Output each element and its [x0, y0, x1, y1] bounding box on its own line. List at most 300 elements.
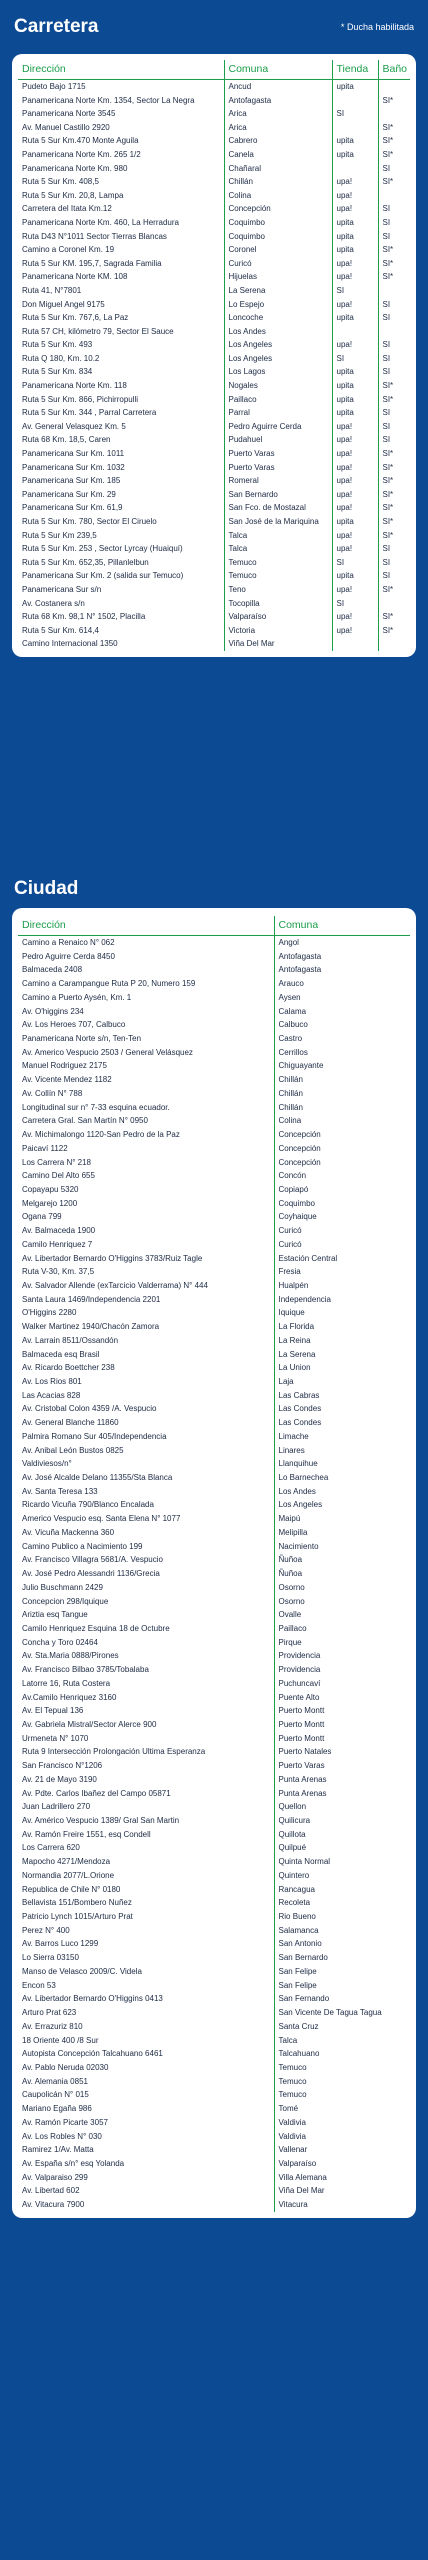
table-row [18, 1883, 410, 1897]
direccion-cell: Av. Libertad 602 [22, 2186, 80, 2196]
comuna-cell: Puente Alto [274, 1691, 410, 1705]
table-row [18, 1183, 410, 1197]
comuna-cell: Cabrero [224, 134, 332, 148]
table-row [18, 1841, 410, 1855]
comuna-cell: San Felipe [274, 1979, 410, 1993]
comuna-cell: La Serena [224, 284, 332, 298]
comuna-cell: Arica [224, 121, 332, 135]
tienda-cell: upa! [332, 189, 378, 203]
tienda-cell: upa! [332, 433, 378, 447]
table-row [18, 1691, 410, 1705]
bano-cell: SI [378, 433, 410, 447]
bano-cell: SI* [378, 134, 410, 148]
table-row [18, 189, 410, 203]
table-row [18, 1759, 410, 1773]
table-row [18, 230, 410, 244]
comuna-cell: Ancud [224, 80, 332, 94]
direccion-cell: Caupolicán N° 015 [22, 2090, 89, 2100]
direccion-cell: Lo Sierra 03150 [22, 1953, 79, 1963]
direccion-cell: Av. Libertador Bernardo O'Higgins 0413 [22, 1994, 163, 2004]
comuna-cell: Puerto Montt [274, 1704, 410, 1718]
comuna-cell: Quillota [274, 1828, 410, 1842]
shower-note-text: Ducha habilitada [346, 22, 414, 32]
comuna-cell: Canela [224, 148, 332, 162]
comuna-cell: Pudahuel [224, 433, 332, 447]
tienda-cell: upita [332, 216, 378, 230]
table-row [18, 1567, 410, 1581]
table-row [18, 624, 410, 638]
direccion-cell: Av. Salvador Allende (exTarcicio Valderrama) N° 444 [22, 1280, 208, 1290]
bano-cell: SI [378, 365, 410, 379]
comuna-cell: Laja [274, 1375, 410, 1389]
bano-cell: SI* [378, 488, 410, 502]
comuna-cell: Coyhaique [274, 1210, 410, 1224]
direccion-cell: Panamericana Sur s/n [22, 584, 102, 594]
table-row [18, 1306, 410, 1320]
direccion-cell: Av. Anibal León Bustos 0825 [22, 1445, 124, 1455]
direccion-cell: Av. Cristobal Colon 4359 /A. Vespucio [22, 1404, 157, 1414]
direccion-cell: Juan Ladrillero 270 [22, 1802, 91, 1812]
direccion-cell: Ruta 5 Sur Km. 408,5 [22, 177, 99, 187]
tienda-cell: upa! [332, 542, 378, 556]
comuna-cell: Puerto Montt [274, 1732, 410, 1746]
comuna-cell: Chañaral [224, 162, 332, 176]
direccion-cell: 18 Oriente 400 /8 Sur [22, 2035, 99, 2045]
direccion-cell: Panamericana Norte Km. 118 [22, 381, 127, 391]
direccion-cell: O'Higgins 2280 [22, 1308, 77, 1318]
table-row [18, 270, 410, 284]
table-row [18, 1498, 410, 1512]
direccion-cell: Av. Francisco Bilbao 3785/Tobalaba [22, 1665, 149, 1675]
direccion-cell: Av. Valparaiso 299 [22, 2172, 88, 2182]
comuna-cell: Temuco [274, 2088, 410, 2102]
table-row [18, 1855, 410, 1869]
comuna-cell: Antofagasta [274, 963, 410, 977]
direccion-cell: Av. Ricardo Boettcher 238 [22, 1363, 115, 1373]
comuna-cell: Talca [224, 542, 332, 556]
table-row [18, 148, 410, 162]
table-row [18, 474, 410, 488]
table-row [18, 1485, 410, 1499]
direccion-cell: Camino a Puerto Aysén, Km. 1 [22, 992, 132, 1002]
direccion-cell: Camilo Henriquez Esquina 18 de Octubre [22, 1623, 170, 1633]
direccion-cell: Av. Ramón Picarte 3057 [22, 2117, 108, 2127]
table-row [18, 162, 410, 176]
direccion-cell: Longitudinal sur n° 7-33 esquina ecuador. [22, 1102, 170, 1112]
comuna-cell: Puerto Varas [274, 1759, 410, 1773]
comuna-cell: Los Lagos [224, 365, 332, 379]
direccion-cell: Republica de Chile N° 0180 [22, 1884, 121, 1894]
direccion-cell: Av. Ramón Freire 1551, esq Condell [22, 1829, 151, 1839]
direccion-cell: Ramirez 1/Av. Matta [22, 2145, 94, 2155]
comuna-cell: Colina [274, 1114, 410, 1128]
ciudad-card [12, 908, 416, 2218]
table-row [18, 2130, 410, 2144]
table-row [18, 1471, 410, 1485]
direccion-cell: Av.Camilo Henriquez 3160 [22, 1692, 117, 1702]
comuna-cell: Curicó [274, 1224, 410, 1238]
direccion-cell: Av. Américo Vespucio 1389/ Gral San Martin [22, 1816, 180, 1825]
comuna-cell: Independencia [274, 1293, 410, 1307]
table-row [18, 1595, 410, 1609]
direccion-cell: Av. O'higgins 234 [22, 1006, 84, 1016]
bano-cell: SI* [378, 393, 410, 407]
table-row [18, 1210, 410, 1224]
tienda-cell: upa! [332, 583, 378, 597]
direccion-cell: Palmira Romano Sur 405/Independencia [22, 1431, 167, 1441]
table-row [18, 1718, 410, 1732]
table-row [18, 2184, 410, 2198]
direccion-cell: Patricio Lynch 1015/Arturo Prat [22, 1912, 133, 1922]
direccion-cell: Ruta V-30, Km. 37,5 [22, 1267, 95, 1277]
tienda-cell: upita [332, 393, 378, 407]
table-row [18, 1444, 410, 1458]
tienda-cell: upita [332, 515, 378, 529]
bano-cell [378, 284, 410, 298]
direccion-cell: Panamericana Sur Km. 61,9 [22, 503, 123, 513]
table-row [18, 1457, 410, 1471]
tienda-cell: upita [332, 80, 378, 94]
comuna-cell: Arica [224, 107, 332, 121]
comuna-cell: Iquique [274, 1306, 410, 1320]
bano-cell: SI* [378, 270, 410, 284]
direccion-cell: Camino Publico a Nacimiento 199 [22, 1541, 143, 1551]
bano-cell [378, 637, 410, 651]
shower-note [341, 22, 414, 32]
direccion-cell: Ruta 5 Sur Km. 652,35, Pillanlelbun [22, 557, 149, 567]
comuna-cell: Coquimbo [274, 1197, 410, 1211]
bano-cell: SI* [378, 257, 410, 271]
direccion-cell: Bellavista 151/Bombero Nuñez [22, 1898, 132, 1908]
ciudad-title: Ciudad [14, 878, 79, 899]
direccion-cell: Camino a Renaico N° 062 [22, 938, 115, 947]
tienda-cell: upa! [332, 488, 378, 502]
table-row [18, 243, 410, 257]
bano-cell: SI* [378, 583, 410, 597]
comuna-cell: Fresia [274, 1265, 410, 1279]
table-row [18, 202, 410, 216]
tienda-cell: upa! [332, 447, 378, 461]
table-row [18, 977, 410, 991]
comuna-cell: Los Andes [224, 325, 332, 339]
tienda-cell: SI [332, 597, 378, 611]
direccion-cell: Av. Gabriela Mistral/Sector Alerce 900 [22, 1719, 157, 1729]
table-row [18, 610, 410, 624]
direccion-cell: Av. Collín N° 788 [22, 1088, 83, 1098]
bano-cell: SI [378, 162, 410, 176]
direccion-cell: Ricardo Vicuña 790/Blanco Encalada [22, 1500, 154, 1510]
comuna-cell: Temuco [224, 556, 332, 570]
direccion-cell: Panamericana Sur Km. 185 [22, 476, 121, 486]
table-row [18, 1800, 410, 1814]
table-row [18, 1787, 410, 1801]
direccion-cell: Latorre 16, Ruta Costera [22, 1678, 111, 1688]
comuna-cell: San Felipe [274, 1965, 410, 1979]
comuna-cell: Providencia [274, 1663, 410, 1677]
direccion-cell: Panamericana Norte Km. 460, La Herradura [22, 217, 179, 227]
comuna-cell: Viña Del Mar [274, 2184, 410, 2198]
tienda-cell: SI [332, 107, 378, 121]
bano-cell: SI* [378, 610, 410, 624]
comuna-cell: Temuco [274, 2061, 410, 2075]
comuna-cell: Limache [274, 1430, 410, 1444]
table-row [18, 1869, 410, 1883]
table-row [18, 134, 410, 148]
table-row [18, 1320, 410, 1334]
direccion-cell: Av. Pablo Neruda 02030 [22, 2062, 109, 2072]
comuna-cell: La Union [274, 1361, 410, 1375]
direccion-cell: Mapocho 4271/Mendoza [22, 1857, 111, 1867]
tienda-cell [332, 162, 378, 176]
comuna-cell: San Bernardo [274, 1951, 410, 1965]
table-row [18, 597, 410, 611]
direccion-cell: Carretera Gral. San Martín N° 0950 [22, 1116, 148, 1126]
table-row [18, 501, 410, 515]
comuna-cell: Concón [274, 1169, 410, 1183]
column-header-direccion: Dirección [18, 60, 224, 80]
bano-cell: SI [378, 420, 410, 434]
tienda-cell: SI [332, 352, 378, 366]
direccion-cell: Los Carrera 620 [22, 1843, 80, 1853]
comuna-cell: Loncoche [224, 311, 332, 325]
comuna-cell: Angol [274, 936, 410, 950]
direccion-cell: Av. España s/n° esq Yolanda [22, 2158, 125, 2168]
comuna-cell: San Vicente De Tagua Tagua [274, 2006, 410, 2020]
table-row [18, 298, 410, 312]
tienda-cell: upa! [332, 420, 378, 434]
table-row [18, 1114, 410, 1128]
table-row [18, 1704, 410, 1718]
tienda-cell [332, 94, 378, 108]
table-row [18, 1745, 410, 1759]
tienda-cell: upa! [332, 298, 378, 312]
direccion-cell: Ruta 5 Sur Km 239,5 [22, 530, 97, 540]
table-row [18, 1087, 410, 1101]
direccion-cell: Concepcion 298/Iquique [22, 1596, 109, 1606]
direccion-cell: Av. Larrain 8511/Ossandón [22, 1335, 119, 1345]
table-row [18, 1402, 410, 1416]
table-row [18, 1937, 410, 1951]
table-row [18, 1169, 410, 1183]
direccion-cell: Balmaceda esq Brasil [22, 1349, 100, 1359]
direccion-cell: Ruta 5 Sur Km. 834 [22, 367, 93, 377]
tienda-cell: upa! [332, 202, 378, 216]
table-row [18, 1142, 410, 1156]
direccion-cell: Ruta 5 Sur KM. 195,7, Sagrada Familia [22, 258, 162, 268]
comuna-cell: Pirque [274, 1636, 410, 1650]
comuna-cell: Chiguayante [274, 1059, 410, 1073]
table-row [18, 1348, 410, 1362]
bano-cell: SI* [378, 379, 410, 393]
direccion-cell: Ruta D43 N°1011 Sector Tierras Blancas [22, 231, 167, 241]
comuna-cell: Providencia [274, 1649, 410, 1663]
table-row [18, 1512, 410, 1526]
table-row [18, 393, 410, 407]
bano-cell [378, 107, 410, 121]
comuna-cell: Los Andes [274, 1485, 410, 1499]
comuna-cell: Tomé [274, 2102, 410, 2116]
table-row [18, 1375, 410, 1389]
comuna-cell: San Fernando [274, 1992, 410, 2006]
table-row [18, 529, 410, 543]
comuna-cell: Puerto Montt [274, 1718, 410, 1732]
bano-cell: SI [378, 406, 410, 420]
direccion-cell: Av. Francisco Villagra 5681/A. Vespucio [22, 1555, 163, 1565]
comuna-cell: Punta Arenas [274, 1787, 410, 1801]
direccion-cell: Ruta 5 Sur Km.470 Monte Aguila [22, 136, 139, 146]
direccion-cell: Av. Balmaceda 1900 [22, 1226, 96, 1236]
comuna-cell: San Bernardo [224, 488, 332, 502]
comuna-cell: Valdivia [274, 2130, 410, 2144]
table-row [18, 325, 410, 339]
direccion-cell: Panamericana Sur Km. 1032 [22, 462, 125, 472]
comuna-cell: Arauco [274, 977, 410, 991]
comuna-cell: Ovalle [274, 1608, 410, 1622]
comuna-cell: Hualpén [274, 1279, 410, 1293]
comuna-cell: Melipilla [274, 1526, 410, 1540]
direccion-cell: Av. Sta.Maria 0888/Pirones [22, 1651, 119, 1661]
carretera-section [0, 0, 428, 657]
comuna-cell: Quilpué [274, 1841, 410, 1855]
comuna-cell: Puerto Natales [274, 1745, 410, 1759]
direccion-cell: Ruta 57 CH, kilómetro 79, Sector El Sauce [22, 326, 174, 336]
comuna-cell: Cerrillos [274, 1046, 410, 1060]
comuna-cell: Los Angeles [224, 352, 332, 366]
tienda-cell: upa! [332, 175, 378, 189]
table-row [18, 1073, 410, 1087]
comuna-cell: Concepción [274, 1128, 410, 1142]
table-row [18, 1828, 410, 1842]
comuna-cell: Quintero [274, 1869, 410, 1883]
table-row [18, 1279, 410, 1293]
table-row [18, 963, 410, 977]
bano-cell: SI* [378, 461, 410, 475]
comuna-cell: Quellon [274, 1800, 410, 1814]
bano-cell: SI [378, 542, 410, 556]
table-row [18, 1608, 410, 1622]
table-row [18, 1965, 410, 1979]
comuna-cell: Osorno [274, 1595, 410, 1609]
table-row [18, 2075, 410, 2089]
comuna-cell: Las Cabras [274, 1389, 410, 1403]
direccion-cell: Camino Del Alto 655 [22, 1171, 95, 1181]
direccion-cell: San Francisco N°1206 [22, 1761, 103, 1771]
direccion-cell: Av. Alemania 0851 [22, 2076, 88, 2086]
direccion-cell: Av. Vicuña Mackenna 360 [22, 1527, 115, 1537]
comuna-cell: Talca [224, 529, 332, 543]
table-row [18, 80, 410, 94]
direccion-cell: Perez N° 400 [22, 1925, 70, 1935]
comuna-cell: Copiapó [274, 1183, 410, 1197]
table-row [18, 1636, 410, 1650]
direccion-cell: Av. Los Rios 801 [22, 1377, 82, 1386]
table-row [18, 1896, 410, 1910]
table-row [18, 2171, 410, 2185]
table-row [18, 284, 410, 298]
direccion-cell: Concha y Toro 02464 [22, 1637, 98, 1647]
tienda-cell: upita [332, 379, 378, 393]
table-row [18, 1018, 410, 1032]
bano-cell: SI* [378, 148, 410, 162]
table-row [18, 447, 410, 461]
direccion-cell: Av. Vitacura 7900 [22, 2200, 85, 2210]
comuna-cell: Chillán [274, 1101, 410, 1115]
direccion-cell: Av. Los Robles N° 030 [22, 2131, 102, 2141]
direccion-cell: Manso de Velasco 2009/C. Videla [22, 1966, 142, 1976]
comuna-cell: Puerto Varas [224, 461, 332, 475]
bano-cell: SI [378, 202, 410, 216]
direccion-cell: Av. Libertador Bernardo O'Higgins 3783/Ruiz Tagle [22, 1253, 203, 1263]
direccion-cell: Panamericana Norte s/n, Ten-Ten [22, 1034, 142, 1044]
bano-cell: SI* [378, 624, 410, 638]
direccion-cell: Ruta 9 Intersección Prolongación Ultima Esperanza [22, 1747, 206, 1757]
tienda-cell: upa! [332, 529, 378, 543]
table-row [18, 311, 410, 325]
comuna-cell: San Fco. de Mostazal [224, 501, 332, 515]
comuna-cell: Curicó [224, 257, 332, 271]
bano-cell: SI [378, 352, 410, 366]
comuna-cell: Puchuncaví [274, 1677, 410, 1691]
direccion-cell: Panamericana Norte Km. 980 [22, 163, 128, 173]
table-row [18, 175, 410, 189]
comuna-cell: Antofagasta [224, 94, 332, 108]
table-row [18, 488, 410, 502]
comuna-cell: Santa Cruz [274, 2020, 410, 2034]
table-row [18, 420, 410, 434]
direccion-cell: Ruta 5 Sur Km. 344 , Parral Carretera [22, 408, 157, 418]
column-header-tienda: Tienda [332, 60, 378, 80]
comuna-cell: Lo Barnechea [274, 1471, 410, 1485]
comuna-cell: Chillán [274, 1073, 410, 1087]
table-row [18, 1992, 410, 2006]
bano-cell: SI* [378, 474, 410, 488]
direccion-cell: Av. El Tepual 136 [22, 1706, 84, 1716]
table-row [18, 1293, 410, 1307]
direccion-cell: Av. Costanera s/n [22, 598, 85, 608]
tienda-cell: upita [332, 365, 378, 379]
comuna-cell: Salamanca [274, 1924, 410, 1938]
table-row [18, 461, 410, 475]
table-row [18, 1416, 410, 1430]
comuna-cell: La Reina [274, 1334, 410, 1348]
carretera-title: Carretera [14, 16, 99, 37]
direccion-cell: Ruta 68 Km. 98,1 N° 1502, Placilla [22, 612, 146, 622]
table-row [18, 556, 410, 570]
tienda-cell: upita [332, 406, 378, 420]
comuna-cell: Temuco [224, 569, 332, 583]
comuna-cell: Chillán [274, 1087, 410, 1101]
table-row [18, 1238, 410, 1252]
comuna-cell: Calama [274, 1005, 410, 1019]
carretera-rows [18, 80, 410, 651]
comuna-cell: Rancagua [274, 1883, 410, 1897]
direccion-cell: Pedro Aguirre Cerda 8450 [22, 951, 115, 961]
table-row [18, 433, 410, 447]
direccion-cell: Carretera del Itata Km.12 [22, 204, 112, 214]
direccion-cell: Av. José Alcalde Delano 11355/Sta Blanca [22, 1473, 173, 1483]
bano-cell: SI [378, 569, 410, 583]
table-row [18, 2143, 410, 2157]
direccion-cell: Av. José Pedro Alessandri 1136/Grecia [22, 1569, 160, 1579]
comuna-cell: Concepción [224, 202, 332, 216]
comuna-cell: Curicó [274, 1238, 410, 1252]
comuna-cell: Coquimbo [224, 216, 332, 230]
bano-cell: SI* [378, 515, 410, 529]
bano-cell: SI* [378, 501, 410, 515]
table-row [18, 94, 410, 108]
table-row [18, 2061, 410, 2075]
table-row [18, 1361, 410, 1375]
